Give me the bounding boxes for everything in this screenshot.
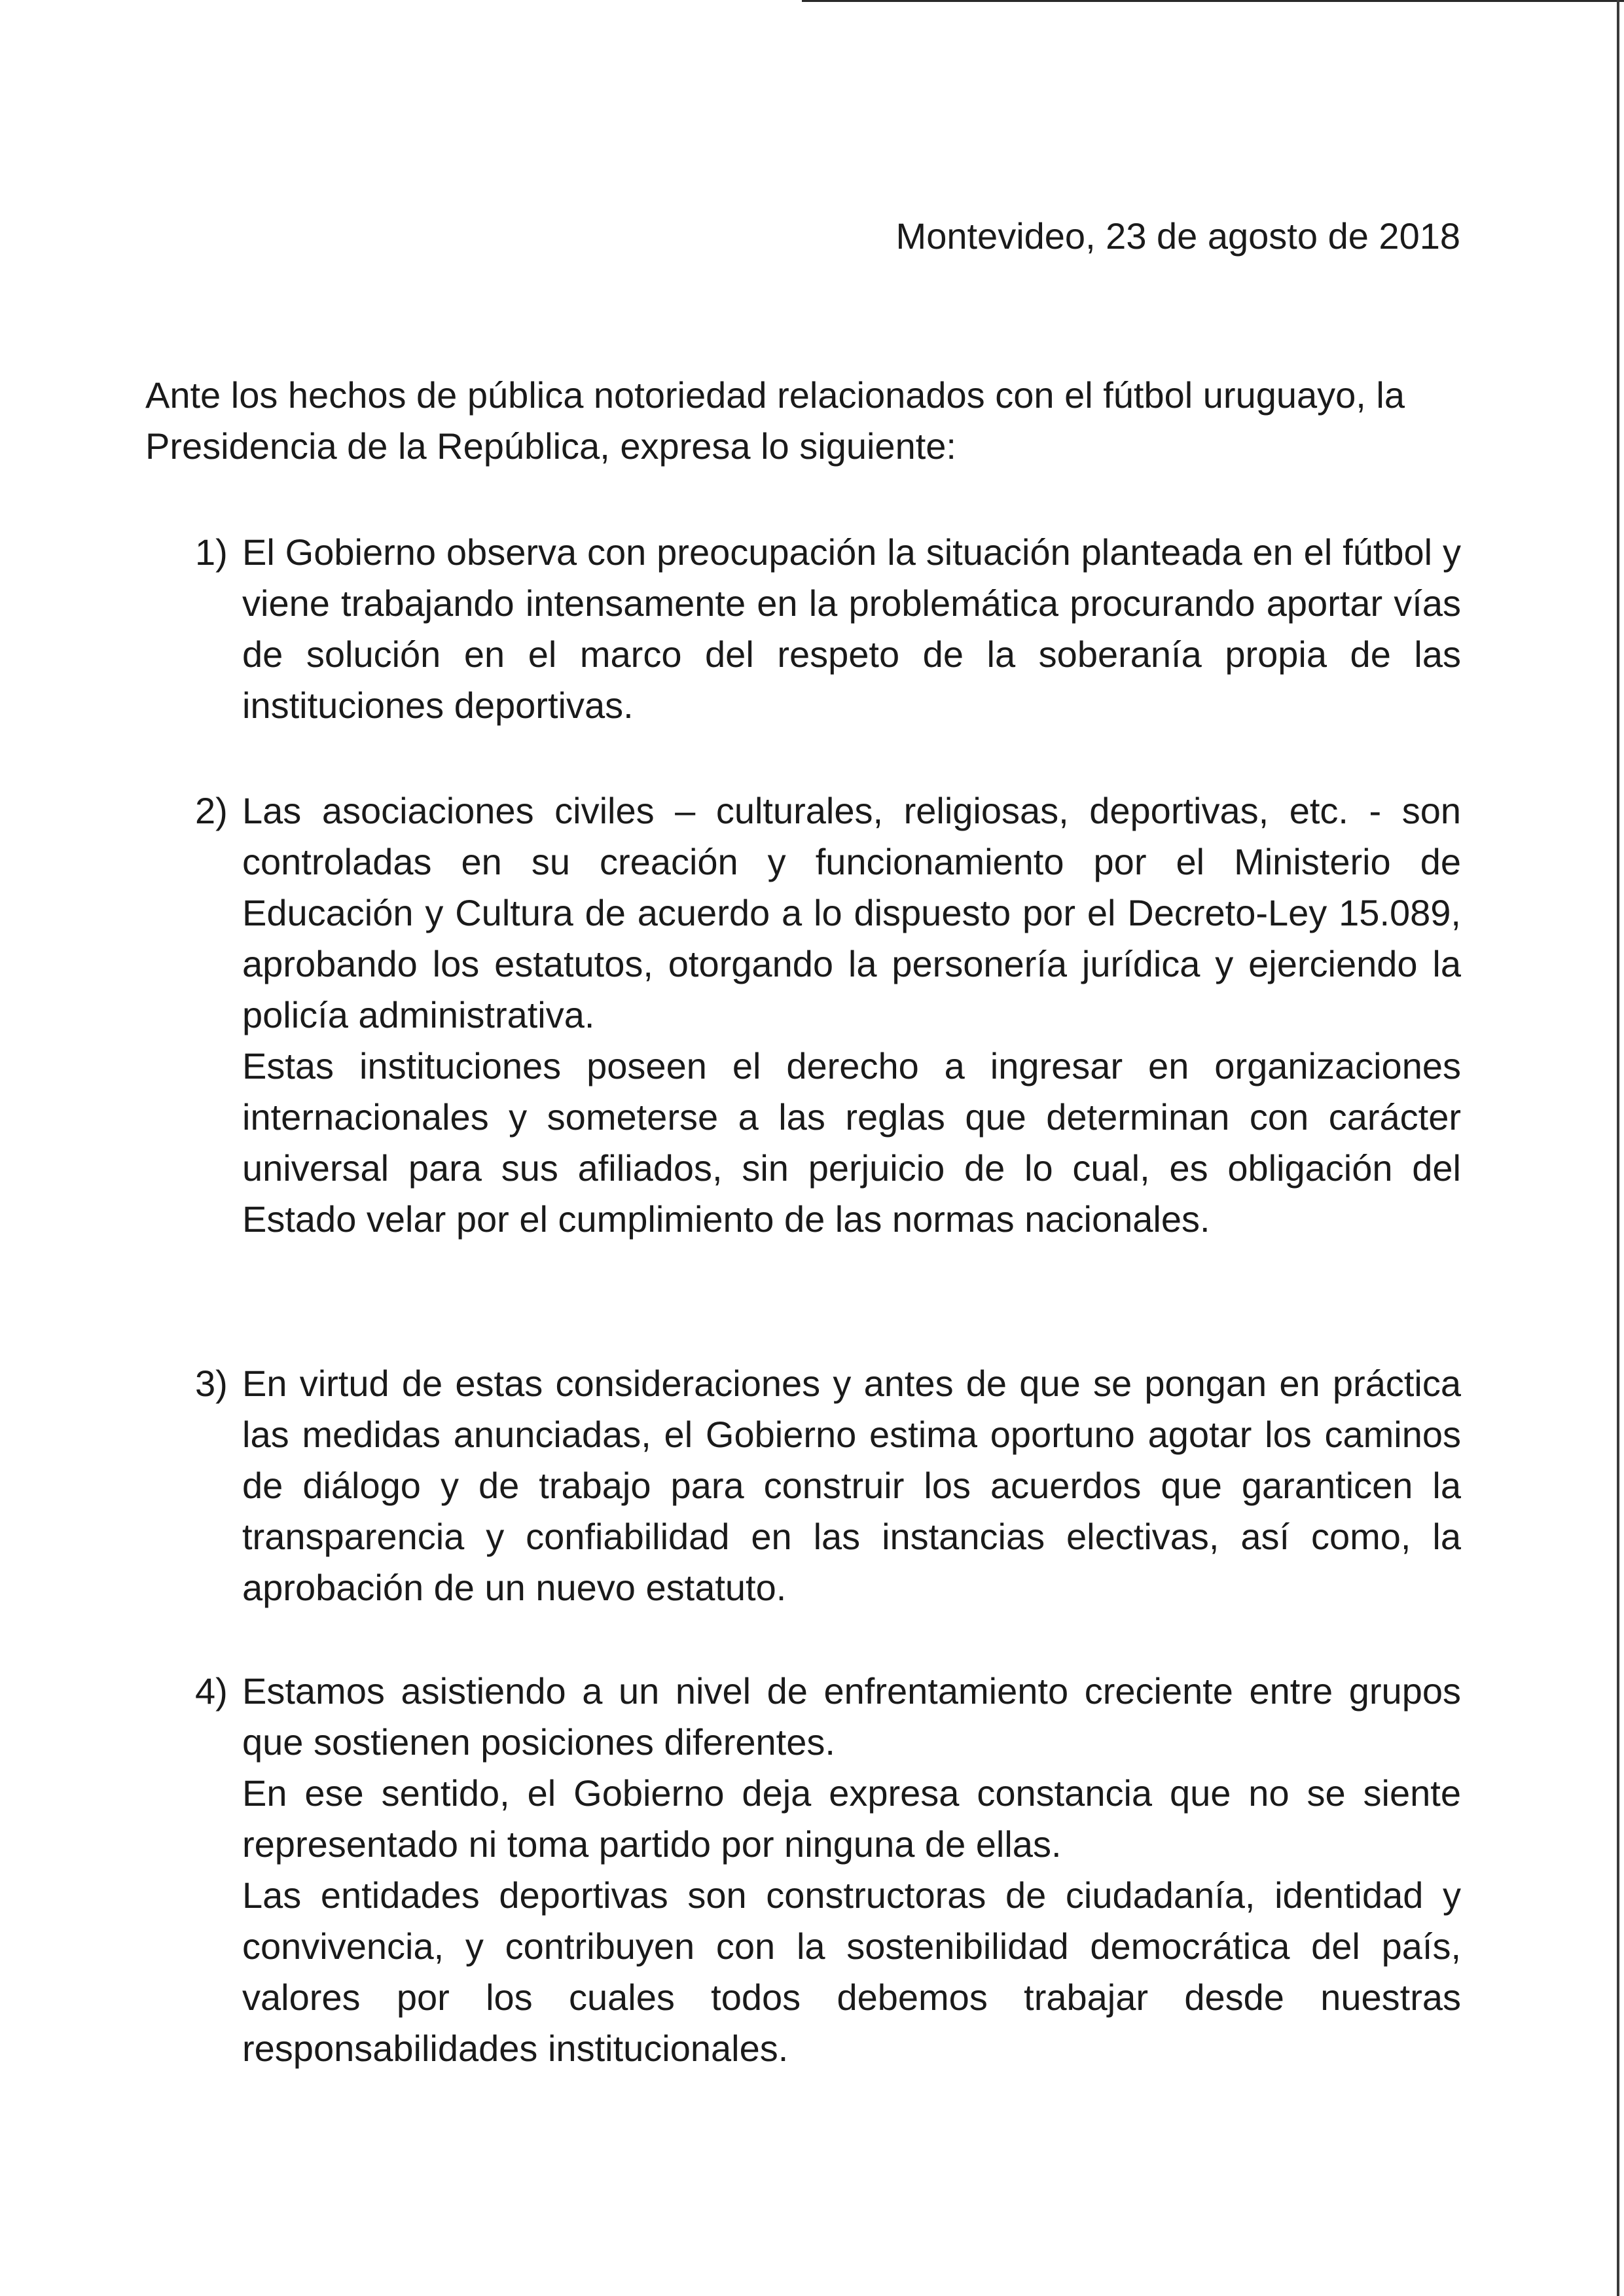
item-body <box>242 1358 1461 1613</box>
item-paragraph: En virtud de estas consideraciones y antes de que se pongan en práctica las medidas anunciadas, el Gobierno estima oportuno agotar los caminos de diálogo y de trabajo para construir los acuerdos que garanticen la transparencia y confiabilidad en las instancias electivas, así como, la aprobación de un nuevo estatuto. <box>242 1363 1461 1608</box>
item-body <box>242 527 1461 731</box>
scan-edge-top <box>802 0 1624 2</box>
item-paragraph: El Gobierno observa con preocupación la situación planteada en el fútbol y viene trabajando intensamente en la problemática procurando aportar vías de solución en el marco del respeto de la soberanía propia de las instituciones deportivas. <box>242 531 1461 726</box>
list-item-4 <box>145 1666 1461 2074</box>
item-body <box>242 1666 1461 2074</box>
list-item-3 <box>145 1358 1461 1613</box>
item-number: 2) <box>195 790 228 831</box>
item-paragraph: En ese sentido, el Gobierno deja expresa constancia que no se siente representado ni toma partido por ninguna de ellas. <box>242 1772 1461 1865</box>
item-number: 3) <box>195 1363 228 1404</box>
list-item-1 <box>145 527 1461 731</box>
item-number: 1) <box>195 531 228 573</box>
item-number: 4) <box>195 1670 228 1712</box>
item-paragraph: Las entidades deportivas son constructoras de ciudadanía, identidad y convivencia, y contribuyen con la sostenibilidad democrática del país, valores por los cuales todos debemos trabajar desde nuestras responsabilidades institucionales. <box>242 1874 1461 2069</box>
item-body <box>242 785 1461 1245</box>
intro-paragraph: Ante los hechos de pública notoriedad relacionados con el fútbol uruguayo, la Presidencia de la República, expresa lo siguiente: <box>145 374 1405 467</box>
item-paragraph: Estamos asistiendo a un nivel de enfrentamiento creciente entre grupos que sostienen posiciones diferentes. <box>242 1670 1461 1763</box>
item-paragraph: Estas instituciones poseen el derecho a ingresar en organizaciones internacionales y someterse a las reglas que determinan con carácter universal para sus afiliados, sin perjuicio de lo cual, es obligación del Estado velar por el cumplimiento de las normas nacionales. <box>242 1045 1461 1240</box>
item-paragraph: Las asociaciones civiles – culturales, religiosas, deportivas, etc. - son controladas en su creación y funcionamiento por el Ministerio de Educación y Cultura de acuerdo a lo dispuesto por el Decreto-Ley 15.089, aprobando los estatutos, otorgando la personería jurídica y ejerciendo la policía administrativa. <box>242 790 1461 1035</box>
document-date: Montevideo, 23 de agosto de 2018 <box>895 215 1460 257</box>
scan-edge-right <box>1617 0 1619 2296</box>
list-item-2 <box>145 785 1461 1245</box>
